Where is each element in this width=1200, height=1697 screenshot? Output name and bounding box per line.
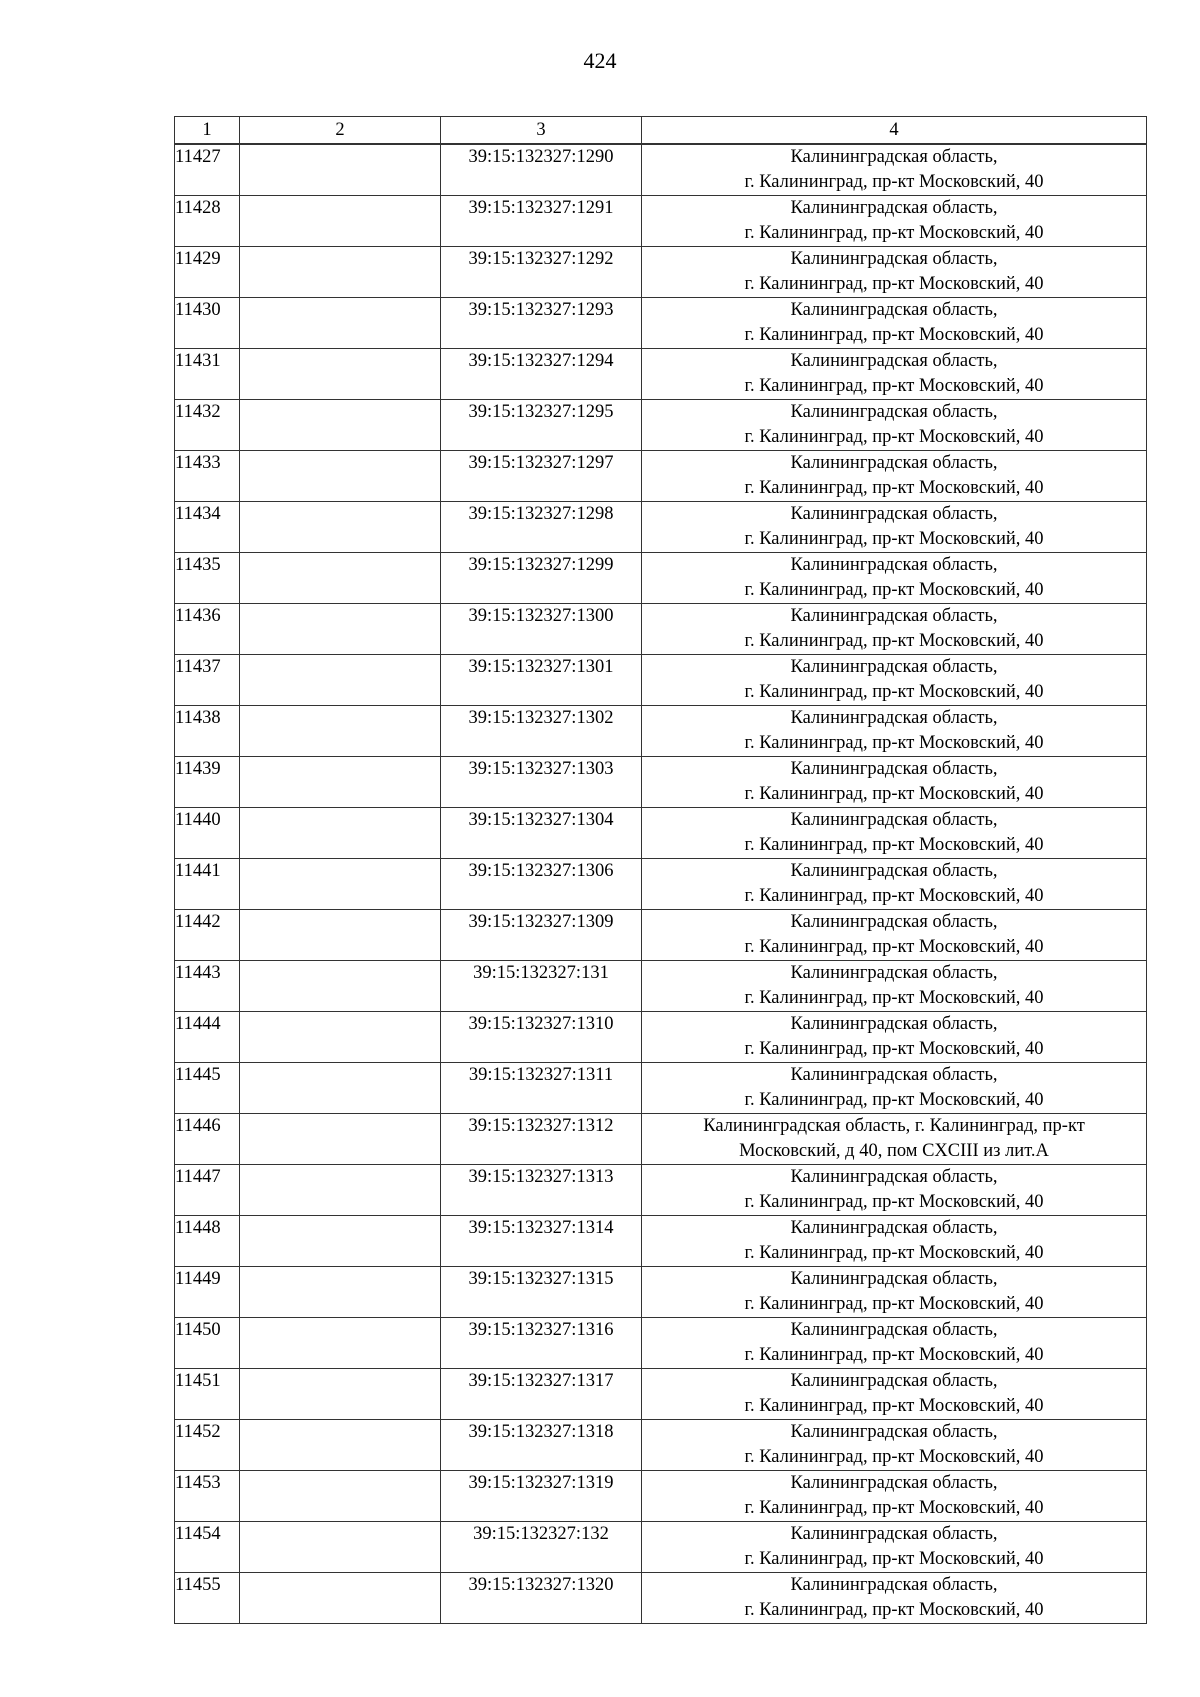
address-line: г. Калининград, пр-кт Московский, 40 xyxy=(744,478,1044,498)
address xyxy=(642,1114,1147,1165)
row-number: 11447 xyxy=(175,1165,240,1216)
table-header xyxy=(175,117,1147,145)
row-number: 11432 xyxy=(175,400,240,451)
address-line: Калининградская область, xyxy=(790,861,998,881)
table-row xyxy=(175,1012,1147,1063)
table-row xyxy=(175,553,1147,604)
address xyxy=(642,1216,1147,1267)
row-number: 11445 xyxy=(175,1063,240,1114)
row-number: 11448 xyxy=(175,1216,240,1267)
address xyxy=(642,1318,1147,1369)
address-line: Калининградская область, xyxy=(790,555,998,575)
row-number: 11428 xyxy=(175,196,240,247)
row-col-2 xyxy=(240,1267,441,1318)
address-line: Калининградская область, xyxy=(790,402,998,422)
address-line: г. Калининград, пр-кт Московский, 40 xyxy=(744,682,1044,702)
address-line: Калининградская область, xyxy=(790,1524,998,1544)
address xyxy=(642,196,1147,247)
address-line: Калининградская область, xyxy=(790,351,998,371)
row-col-2 xyxy=(240,502,441,553)
table-row xyxy=(175,349,1147,400)
row-col-2 xyxy=(240,451,441,502)
cadastral-number: 39:15:132327:131 xyxy=(441,961,642,1012)
cadastral-number: 39:15:132327:132 xyxy=(441,1522,642,1573)
address-line: г. Калининград, пр-кт Московский, 40 xyxy=(744,1600,1044,1620)
address-line: г. Калининград, пр-кт Московский, 40 xyxy=(744,784,1044,804)
table-row xyxy=(175,1522,1147,1573)
address-line: г. Калининград, пр-кт Московский, 40 xyxy=(744,1345,1044,1365)
address-line: г. Калининград, пр-кт Московский, 40 xyxy=(744,1396,1044,1416)
address-line: Калининградская область, xyxy=(790,1371,998,1391)
row-col-2 xyxy=(240,1522,441,1573)
cadastral-number: 39:15:132327:1293 xyxy=(441,298,642,349)
address xyxy=(642,1420,1147,1471)
row-col-2 xyxy=(240,961,441,1012)
address-line: г. Калининград, пр-кт Московский, 40 xyxy=(744,1090,1044,1110)
address-line: Калининградская область, xyxy=(790,1422,998,1442)
table-row xyxy=(175,706,1147,757)
address xyxy=(642,961,1147,1012)
address-line: Калининградская область, xyxy=(790,1065,998,1085)
row-number: 11449 xyxy=(175,1267,240,1318)
row-number: 11446 xyxy=(175,1114,240,1165)
row-number: 11430 xyxy=(175,298,240,349)
address-line: Калининградская область, xyxy=(790,1014,998,1034)
address-line: Калининградская область, xyxy=(790,657,998,677)
cadastral-number: 39:15:132327:1295 xyxy=(441,400,642,451)
address-line: г. Калининград, пр-кт Московский, 40 xyxy=(744,223,1044,243)
address-line: г. Калининград, пр-кт Московский, 40 xyxy=(744,529,1044,549)
table-row xyxy=(175,400,1147,451)
address xyxy=(642,706,1147,757)
address xyxy=(642,604,1147,655)
row-col-2 xyxy=(240,1165,441,1216)
cadastral-number: 39:15:132327:1302 xyxy=(441,706,642,757)
header-col-2: 2 xyxy=(240,117,441,145)
table-row xyxy=(175,808,1147,859)
address xyxy=(642,1369,1147,1420)
row-number: 11444 xyxy=(175,1012,240,1063)
row-col-2 xyxy=(240,1573,441,1624)
table-row xyxy=(175,1369,1147,1420)
header-col-4: 4 xyxy=(642,117,1147,145)
address-line: г. Калининград, пр-кт Московский, 40 xyxy=(744,1549,1044,1569)
row-col-2 xyxy=(240,1369,441,1420)
address xyxy=(642,1573,1147,1624)
row-number: 11454 xyxy=(175,1522,240,1573)
address-line: Калининградская область, xyxy=(790,1320,998,1340)
cadastral-number: 39:15:132327:1319 xyxy=(441,1471,642,1522)
row-col-2 xyxy=(240,553,441,604)
address-line: г. Калининград, пр-кт Московский, 40 xyxy=(744,1039,1044,1059)
address xyxy=(642,400,1147,451)
row-number: 11427 xyxy=(175,144,240,196)
address-line: Калининградская область, xyxy=(790,606,998,626)
address xyxy=(642,757,1147,808)
registry-table xyxy=(174,116,1147,1624)
address-line: Калининградская область, xyxy=(790,810,998,830)
table-row xyxy=(175,1114,1147,1165)
table-row xyxy=(175,1471,1147,1522)
address-line: Калининградская область, xyxy=(790,912,998,932)
address-line: Калининградская область, xyxy=(790,198,998,218)
cadastral-number: 39:15:132327:1306 xyxy=(441,859,642,910)
address xyxy=(642,451,1147,502)
row-number: 11451 xyxy=(175,1369,240,1420)
row-col-2 xyxy=(240,859,441,910)
table-row xyxy=(175,298,1147,349)
row-number: 11452 xyxy=(175,1420,240,1471)
row-col-2 xyxy=(240,400,441,451)
row-number: 11434 xyxy=(175,502,240,553)
address-line: г. Калининград, пр-кт Московский, 40 xyxy=(744,631,1044,651)
row-col-2 xyxy=(240,1114,441,1165)
row-col-2 xyxy=(240,1471,441,1522)
address-line: г. Калининград, пр-кт Московский, 40 xyxy=(744,835,1044,855)
row-col-2 xyxy=(240,196,441,247)
address-line: г. Калининград, пр-кт Московский, 40 xyxy=(744,733,1044,753)
table-row xyxy=(175,1573,1147,1624)
address-line: г. Калининград, пр-кт Московский, 40 xyxy=(744,274,1044,294)
row-number: 11443 xyxy=(175,961,240,1012)
address xyxy=(642,144,1147,196)
address-line: Калининградская область, xyxy=(790,759,998,779)
cadastral-number: 39:15:132327:1292 xyxy=(441,247,642,298)
address xyxy=(642,1522,1147,1573)
address-line: г. Калининград, пр-кт Московский, 40 xyxy=(744,886,1044,906)
table-row xyxy=(175,859,1147,910)
address-line: г. Калининград, пр-кт Московский, 40 xyxy=(744,1294,1044,1314)
row-number: 11431 xyxy=(175,349,240,400)
header-row xyxy=(175,117,1147,145)
address-line: Калининградская область, xyxy=(790,963,998,983)
address-line: г. Калининград, пр-кт Московский, 40 xyxy=(744,427,1044,447)
header-col-3: 3 xyxy=(441,117,642,145)
cadastral-number: 39:15:132327:1311 xyxy=(441,1063,642,1114)
address xyxy=(642,1165,1147,1216)
table-row xyxy=(175,502,1147,553)
table-row xyxy=(175,655,1147,706)
table-row xyxy=(175,757,1147,808)
cadastral-number: 39:15:132327:1297 xyxy=(441,451,642,502)
address-line: г. Калининград, пр-кт Московский, 40 xyxy=(744,172,1044,192)
address-line: Московский, д 40, пом CXCIII из лит.А xyxy=(739,1141,1049,1161)
cadastral-number: 39:15:132327:1315 xyxy=(441,1267,642,1318)
table-body xyxy=(175,144,1147,1624)
address xyxy=(642,1012,1147,1063)
address-line: Калининградская область, xyxy=(790,453,998,473)
table-row xyxy=(175,961,1147,1012)
row-number: 11441 xyxy=(175,859,240,910)
cadastral-number: 39:15:132327:1303 xyxy=(441,757,642,808)
cadastral-number: 39:15:132327:1300 xyxy=(441,604,642,655)
page-number: 424 xyxy=(583,48,617,73)
row-number: 11442 xyxy=(175,910,240,961)
row-col-2 xyxy=(240,706,441,757)
address xyxy=(642,808,1147,859)
table-row xyxy=(175,1420,1147,1471)
address xyxy=(642,859,1147,910)
address-line: Калининградская область, xyxy=(790,1269,998,1289)
address-line: г. Калининград, пр-кт Московский, 40 xyxy=(744,1192,1044,1212)
row-col-2 xyxy=(240,910,441,961)
row-number: 11436 xyxy=(175,604,240,655)
table-row xyxy=(175,144,1147,196)
row-col-2 xyxy=(240,757,441,808)
row-number: 11429 xyxy=(175,247,240,298)
address xyxy=(642,1063,1147,1114)
address-line: Калининградская область, xyxy=(790,249,998,269)
cadastral-number: 39:15:132327:1314 xyxy=(441,1216,642,1267)
address-line: г. Калининград, пр-кт Московский, 40 xyxy=(744,1243,1044,1263)
row-number: 11439 xyxy=(175,757,240,808)
address-line: Калининградская область, xyxy=(790,504,998,524)
row-number: 11435 xyxy=(175,553,240,604)
table-row xyxy=(175,1063,1147,1114)
cadastral-number: 39:15:132327:1320 xyxy=(441,1573,642,1624)
row-col-2 xyxy=(240,655,441,706)
address-line: Калининградская область, xyxy=(790,1473,998,1493)
table-row xyxy=(175,1165,1147,1216)
address xyxy=(642,553,1147,604)
address-line: Калининградская область, xyxy=(790,1218,998,1238)
row-number: 11450 xyxy=(175,1318,240,1369)
cadastral-number: 39:15:132327:1310 xyxy=(441,1012,642,1063)
cadastral-number: 39:15:132327:1294 xyxy=(441,349,642,400)
row-number: 11455 xyxy=(175,1573,240,1624)
table-row xyxy=(175,1318,1147,1369)
address-line: г. Калининград, пр-кт Московский, 40 xyxy=(744,937,1044,957)
header-col-1: 1 xyxy=(175,117,240,145)
cadastral-number: 39:15:132327:1312 xyxy=(441,1114,642,1165)
cadastral-number: 39:15:132327:1313 xyxy=(441,1165,642,1216)
address xyxy=(642,247,1147,298)
row-col-2 xyxy=(240,349,441,400)
address-line: Калининградская область, xyxy=(790,1167,998,1187)
row-col-2 xyxy=(240,1420,441,1471)
table-row xyxy=(175,910,1147,961)
address xyxy=(642,502,1147,553)
row-col-2 xyxy=(240,1012,441,1063)
address-line: Калининградская область, г. Калининград, пр-кт xyxy=(703,1116,1085,1136)
address xyxy=(642,655,1147,706)
address-line: г. Калининград, пр-кт Московский, 40 xyxy=(744,325,1044,345)
row-col-2 xyxy=(240,1063,441,1114)
address-line: г. Калининград, пр-кт Московский, 40 xyxy=(744,1447,1044,1467)
cadastral-number: 39:15:132327:1290 xyxy=(441,144,642,196)
table-row xyxy=(175,196,1147,247)
row-number: 11438 xyxy=(175,706,240,757)
address-line: г. Калининград, пр-кт Московский, 40 xyxy=(744,988,1044,1008)
cadastral-number: 39:15:132327:1318 xyxy=(441,1420,642,1471)
row-col-2 xyxy=(240,298,441,349)
table-row xyxy=(175,604,1147,655)
row-col-2 xyxy=(240,144,441,196)
address-line: г. Калининград, пр-кт Московский, 40 xyxy=(744,1498,1044,1518)
address-line: г. Калининград, пр-кт Московский, 40 xyxy=(744,580,1044,600)
row-col-2 xyxy=(240,604,441,655)
address-line: Калининградская область, xyxy=(790,300,998,320)
address-line: Калининградская область, xyxy=(790,147,998,167)
address-line: Калининградская область, xyxy=(790,1575,998,1595)
row-number: 11453 xyxy=(175,1471,240,1522)
row-number: 11440 xyxy=(175,808,240,859)
address xyxy=(642,349,1147,400)
cadastral-number: 39:15:132327:1316 xyxy=(441,1318,642,1369)
table-row xyxy=(175,247,1147,298)
cadastral-number: 39:15:132327:1317 xyxy=(441,1369,642,1420)
row-col-2 xyxy=(240,1318,441,1369)
cadastral-number: 39:15:132327:1298 xyxy=(441,502,642,553)
row-number: 11437 xyxy=(175,655,240,706)
cadastral-number: 39:15:132327:1304 xyxy=(441,808,642,859)
table-row xyxy=(175,1267,1147,1318)
cadastral-number: 39:15:132327:1309 xyxy=(441,910,642,961)
address xyxy=(642,910,1147,961)
row-col-2 xyxy=(240,247,441,298)
row-col-2 xyxy=(240,1216,441,1267)
row-number: 11433 xyxy=(175,451,240,502)
address xyxy=(642,1267,1147,1318)
cadastral-number: 39:15:132327:1301 xyxy=(441,655,642,706)
address xyxy=(642,1471,1147,1522)
address-line: г. Калининград, пр-кт Московский, 40 xyxy=(744,376,1044,396)
table-row xyxy=(175,1216,1147,1267)
row-col-2 xyxy=(240,808,441,859)
cadastral-number: 39:15:132327:1291 xyxy=(441,196,642,247)
address xyxy=(642,298,1147,349)
address-line: Калининградская область, xyxy=(790,708,998,728)
table-row xyxy=(175,451,1147,502)
cadastral-number: 39:15:132327:1299 xyxy=(441,553,642,604)
